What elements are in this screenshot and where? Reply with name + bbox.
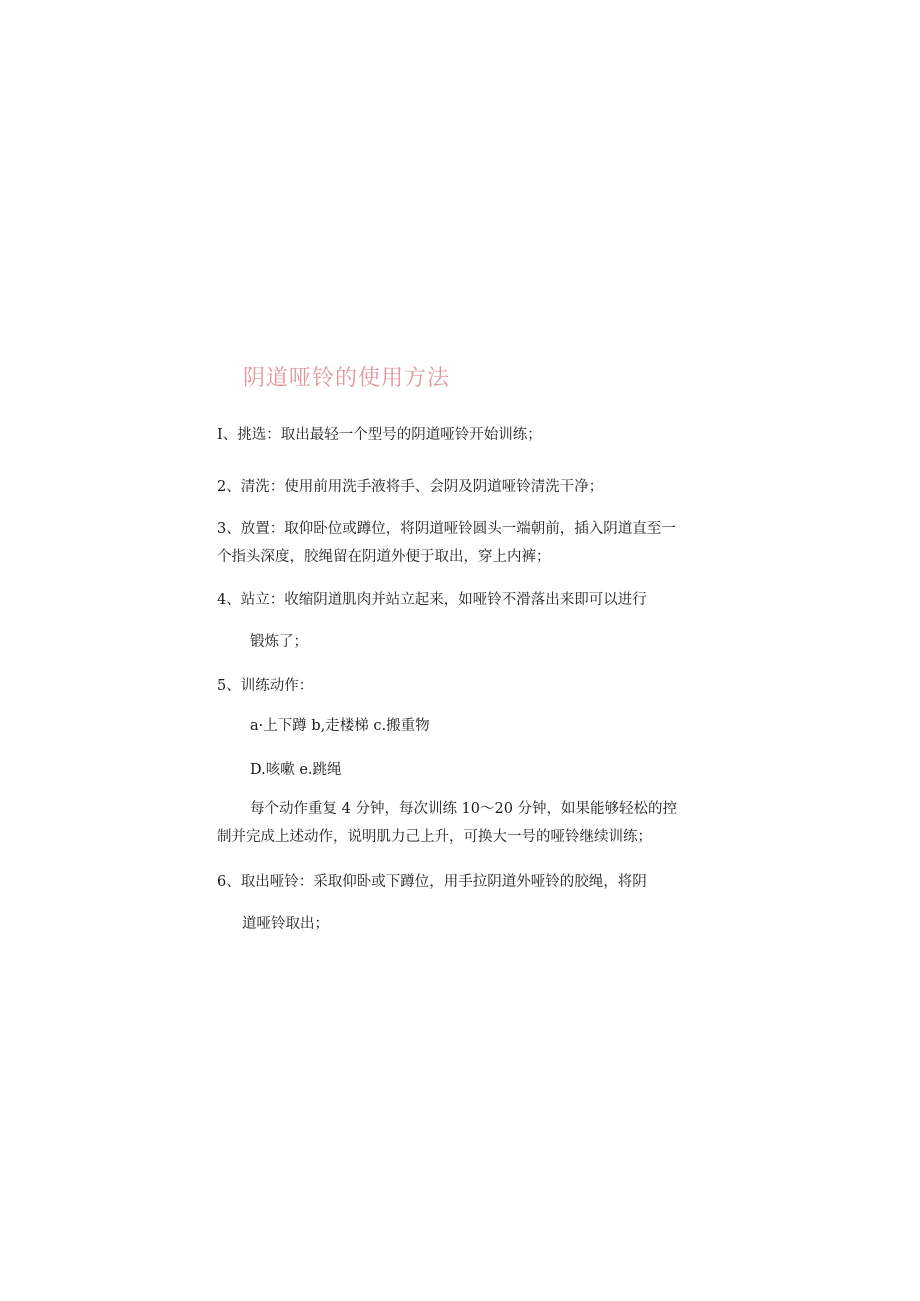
paragraph-line-1: I、挑选：取出最轻一个型号的阴道哑铃开始训练； [217,427,542,443]
paragraph-line-12: 6、取出哑铃：采取仰卧或下蹲位，用手拉阴道外哑铃的胶绳，将阴 [217,874,647,890]
paragraph-line-11: 制并完成上述动作，说明肌力己上升，可换大一号的哑铃继续训练； [217,829,652,845]
paragraph-line-5: 4、站立：收缩阴道肌肉并站立起来，如哑铃不滑落出来即可以进行 [217,592,647,608]
paragraph-line-6: 锻炼了； [250,634,308,650]
paragraph-line-13: 道哑铃取出； [242,916,329,932]
paragraph-line-3: 3、放置：取仰卧位或蹲位，将阴道哑铃圆头一端朝前，插入阴道直至一 [217,521,676,537]
paragraph-line-2: 2、清洗：使用前用洗手液将手、会阴及阴道哑铃清洗干净； [217,479,604,495]
paragraph-line-8: a·上下蹲 b,走楼梯 c.搬重物 [250,718,430,734]
paragraph-line-10: 每个动作重复 4 分钟，每次训练 10～20 分钟，如果能够轻松的控 [250,801,678,817]
paragraph-line-7: 5、训练动作： [217,678,314,694]
paragraph-line-4: 个指头深度，胶绳留在阴道外便于取出，穿上内裤； [217,549,551,565]
paragraph-line-9: D.咳嗽 e.跳绳 [250,762,342,778]
document-title: 阴道哑铃的使用方法 [243,366,451,391]
